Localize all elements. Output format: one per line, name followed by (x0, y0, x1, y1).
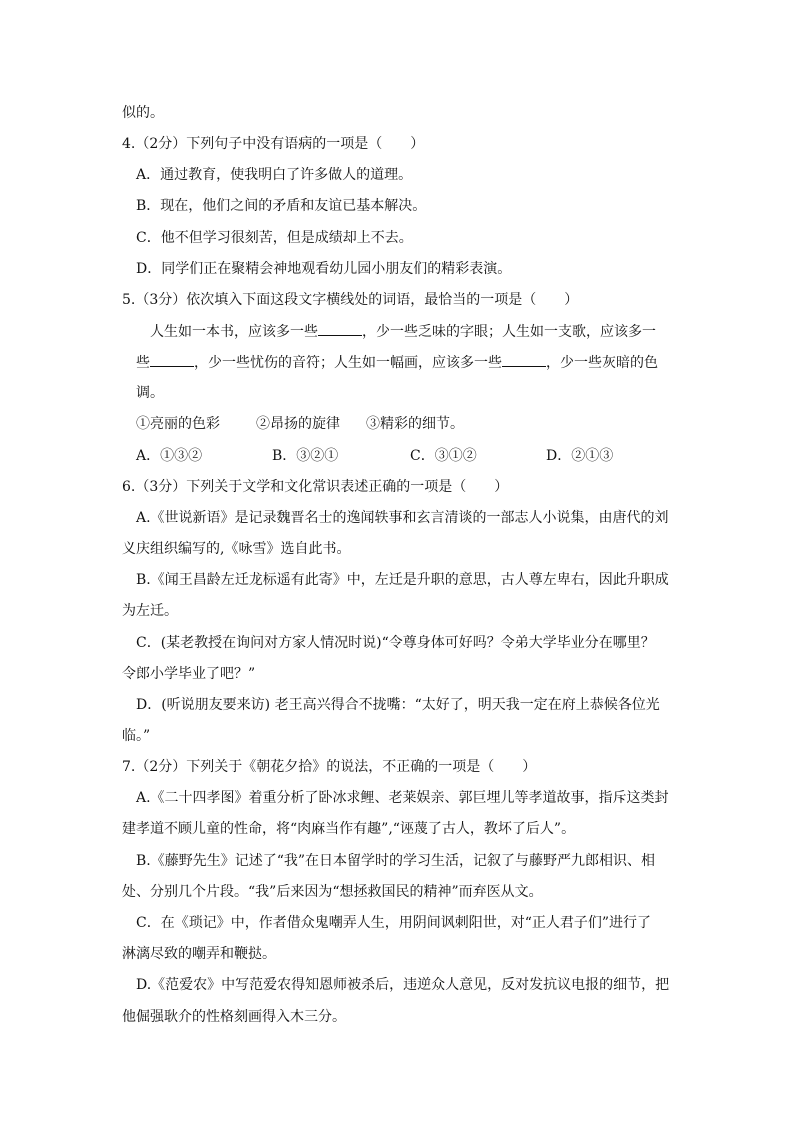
question-5-item-1: ①亮丽的色彩 (136, 416, 220, 432)
question-5-option-a: A．①③② (136, 448, 203, 464)
fill-blank-1 (318, 321, 362, 336)
question-5-passage-line-3: 调。 (136, 385, 164, 401)
question-4-option-a: A．通过教育，使我明白了许多做人的道理。 (136, 167, 413, 183)
question-6-option-a-line-2: 义庆组织编写的,《咏雪》选自此书。 (122, 541, 351, 557)
question-5-option-b: B．③②① (272, 448, 339, 464)
question-6-option-d-line-1: D．(听说朋友要来访) 老王高兴得合不拢嘴：“太好了，明天我一定在府上恭候各位光 (136, 697, 660, 713)
fill-blank-3 (502, 352, 546, 367)
passage-text: ，少一些忧伤的音符；人生如一幅画，应该多一些 (194, 355, 502, 371)
question-6-option-c-line-2: 令郎小学毕业了吧？” (122, 666, 256, 682)
question-5-passage-line-2 (136, 352, 658, 373)
passage-text: ，少一些乏味的字眼；人生如一支歌，应该多一 (362, 324, 656, 340)
question-6-option-c-line-1: C．(某老教授在询问对方家人情况时说)“令尊身体可好吗？令弟大学毕业分在哪里？ (136, 635, 655, 651)
previous-question-tail: 似的。 (122, 105, 164, 121)
question-5-stem: 5.（3分）依次填入下面这段文字横线处的词语，最恰当的一项是（ ） (122, 292, 579, 308)
question-7-option-c-line-2: 淋漓尽致的嘲弄和鞭挞。 (122, 946, 276, 962)
passage-text: ，少一些灰暗的色 (546, 355, 658, 371)
question-7-option-a-line-2: 建孝道不顾儿童的性命，将“肉麻当作有趣”,“诬蔑了古人，教坏了后人”。 (122, 821, 576, 837)
question-7-option-b-line-2: 处、分别几个片段。“我”后来因为“想拯救国民的精神”而弃医从文。 (122, 884, 543, 900)
question-5-item-2: ②昂扬的旋律 (256, 416, 340, 432)
question-7-option-d-line-1: D.《范爱农》中写范爱农得知恩师被杀后，违逆众人意见，反对发抗议电报的细节，把 (136, 977, 670, 993)
passage-text: 些 (136, 355, 150, 371)
question-6-option-b-line-2: 为左迁。 (122, 603, 178, 619)
fill-blank-2 (150, 352, 194, 367)
question-6-option-b-line-1: B.《闻王昌龄左迁龙标遥有此寄》中，左迁是升职的意思，古人尊左卑右，因此升职成 (136, 572, 669, 588)
question-4-option-d: D．同学们正在聚精会神地观看幼儿园小朋友们的精彩表演。 (136, 261, 512, 277)
question-6-option-d-line-2: 临。” (122, 728, 151, 744)
question-7-option-b-line-1: B.《藤野先生》记述了“我”在日本留学时的学习生活，记叙了与藤野严九郎相识、相 (136, 853, 656, 869)
question-4-option-b: B．现在，他们之间的矛盾和友谊已基本解决。 (136, 198, 427, 214)
question-5-option-d: D．②①③ (546, 448, 614, 464)
question-7-stem: 7.（2分）下列关于《朝花夕拾》的说法，不正确的一项是（ ） (122, 759, 537, 775)
question-5-item-3: ③精彩的细节。 (366, 416, 464, 432)
question-7-option-d-line-2: 他倔强耿介的性格刻画得入木三分。 (122, 1009, 346, 1025)
question-7-option-c-line-1: C．在《琐记》中，作者借众鬼嘲弄人生，用阴间讽刺阳世，对“正人君子们”进行了 (136, 915, 652, 931)
question-4-option-c: C．他不但学习很刻苦，但是成绩却上不去。 (136, 230, 413, 246)
question-4-stem: 4.（2分）下列句子中没有语病的一项是（ ） (122, 136, 425, 152)
question-5-option-c: C．③①② (410, 448, 477, 464)
question-7-option-a-line-1: A.《二十四孝图》着重分析了卧冰求鲤、老莱娱亲、郭巨埋儿等孝道故事，指斥这类封 (136, 790, 669, 806)
question-6-stem: 6.（3分）下列关于文学和文化常识表述正确的一项是（ ） (122, 479, 509, 495)
passage-text: 人生如一本书，应该多一些 (150, 324, 318, 340)
question-6-option-a-line-1: A.《世说新语》是记录魏晋名士的逸闻轶事和玄言清谈的一部志人小说集，由唐代的刘 (136, 510, 669, 526)
question-5-passage-line-1 (150, 321, 656, 342)
